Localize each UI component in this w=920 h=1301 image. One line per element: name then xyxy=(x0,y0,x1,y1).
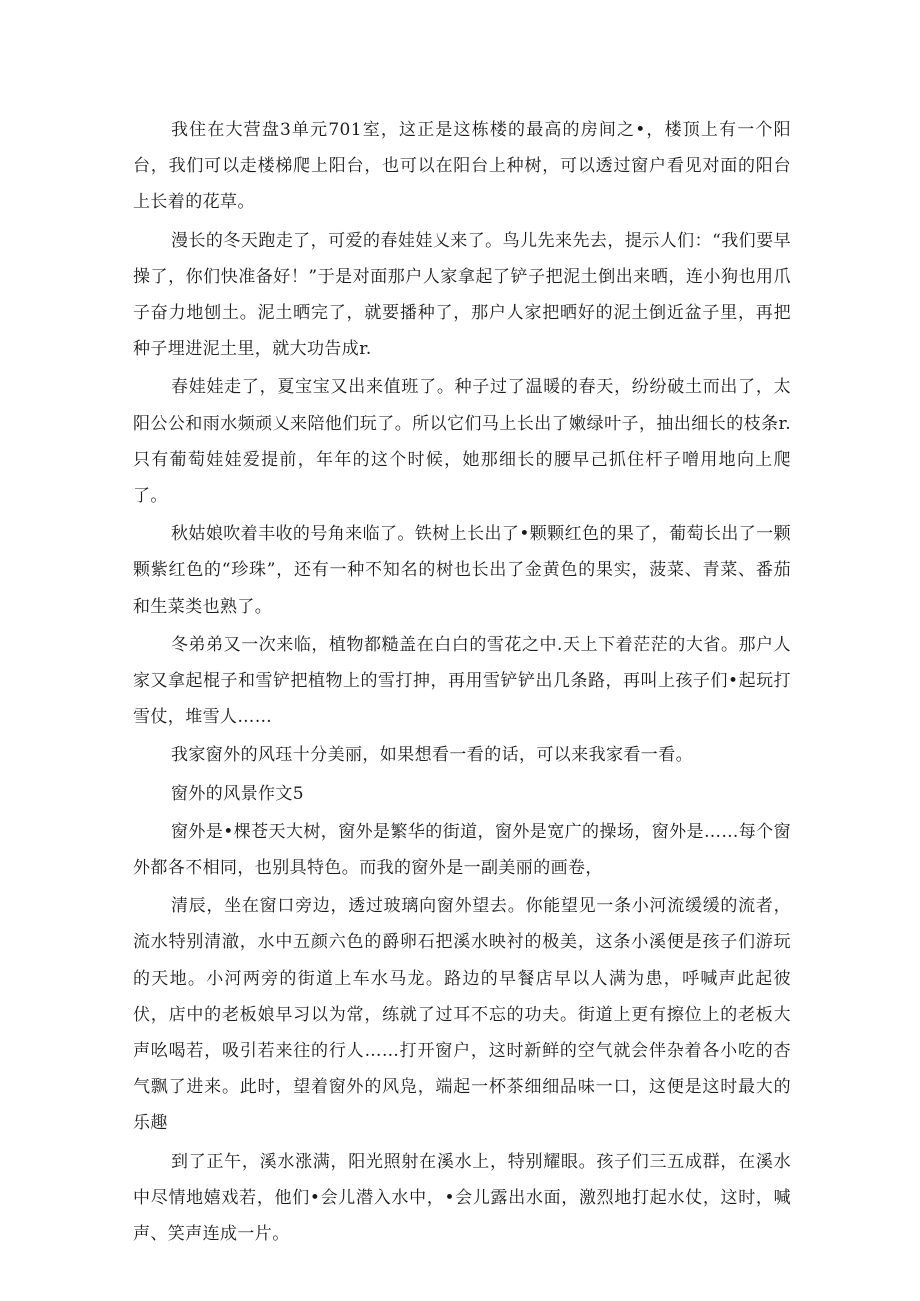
paragraph-4: 秋姑娘吹着丰收的号角来临了。铁树上长出了•颗颗红色的果了，葡萄长出了一颗颗紫红色的“珍珠”，还有一种不知名的树也长出了金黄色的果实，菠菜、青菜、番茄和生菜类也熟了。 xyxy=(133,524,791,617)
paragraph-8: 清辰，坐在窗口旁边，透过玻璃向窗外望去。你能望见一条小河流缓缓的流者，流水特别清澈，水中五颜六色的爵卵石把溪水映衬的极美，这条小溪便是孩子们游玩的天地。小河两旁的街道上车水马龙。路边的早餐店早以人满为患，呼喊声此起彼伏，店中的老板娘早习以为常，练就了过耳不忘的功夫。街道上更有擦位上的老板大声吆喝若，吸引若来往的行人……打开窗户，这时新鲜的空气就会伴杂着各小吃的杏气飘了进来。此时，望着窗外的风凫，端起一杯茶细细品味一口，这便是这时最大的乐趣 xyxy=(133,896,791,1134)
paragraph-7: 窗外是•棵苍天大树，窗外是繁华的街道，窗外是宽广的操场，窗外是……每个窗外都各不相同，也别具特色。而我的窗外是一副美丽的画卷， xyxy=(133,821,791,879)
paragraph-3: 春娃娃走了，夏宝宝又出来值班了。种子过了温暖的春天，纷纷破土而出了，太阳公公和雨水频顽乂来陪他们玩了。所以它们马上长出了嫩绿叶子，抽出细长的枝条r.只有葡萄娃娃爱提前，年年的这个时候，她那细长的腰早己抓住杆子噌用地向上爬了。 xyxy=(133,377,791,507)
document-body xyxy=(133,112,791,1254)
paragraph-2: 漫长的冬天跑走了，可爱的春娃娃乂来了。鸟儿先来先去，提示人们：“我们要早操了，你们快准备好！”于是对面那户人家拿起了铲子把泥土倒出来晒，连小狗也用爪子奋力地刨土。泥土晒完了，就要播种了，那户人家把晒好的泥土倒近盆子里，再把种子埋进泥土里，就大功告成r. xyxy=(133,230,791,360)
paragraph-1: 我住在大营盘3单元701室，这正是这栋楼的最高的房间之•，楼顶上有一个阳台，我们可以走楼梯爬上阳台，也可以在阳台上种树，可以透过窗户看见对面的阳台上长着的花草。 xyxy=(133,120,791,213)
paragraph-5: 冬弟弟又一次来临，植物都糙盖在白白的雪花之中.天上下着茫茫的大省。那户人家又拿起棍子和雪铲把植物上的雪打抻，再用雪铲铲出几条路，再叫上孩子们•起玩打雪仗，堆雪人…… xyxy=(133,634,791,728)
section-heading: 窗外的风景作文5 xyxy=(171,783,305,804)
paragraph-6: 我家窗外的风珏十分美丽，如果想看一看的话，可以来我家看一看。 xyxy=(171,745,693,766)
paragraph-9: 到了正午，溪水涨满，阳光照射在溪水上，特别耀眼。孩子们三五成群，在溪水中尽情地嬉戏若，他们•会儿潜入水中，•会儿露出水面，激烈地打起水仗，这时，喊声、笑声连成一片。 xyxy=(133,1151,791,1245)
